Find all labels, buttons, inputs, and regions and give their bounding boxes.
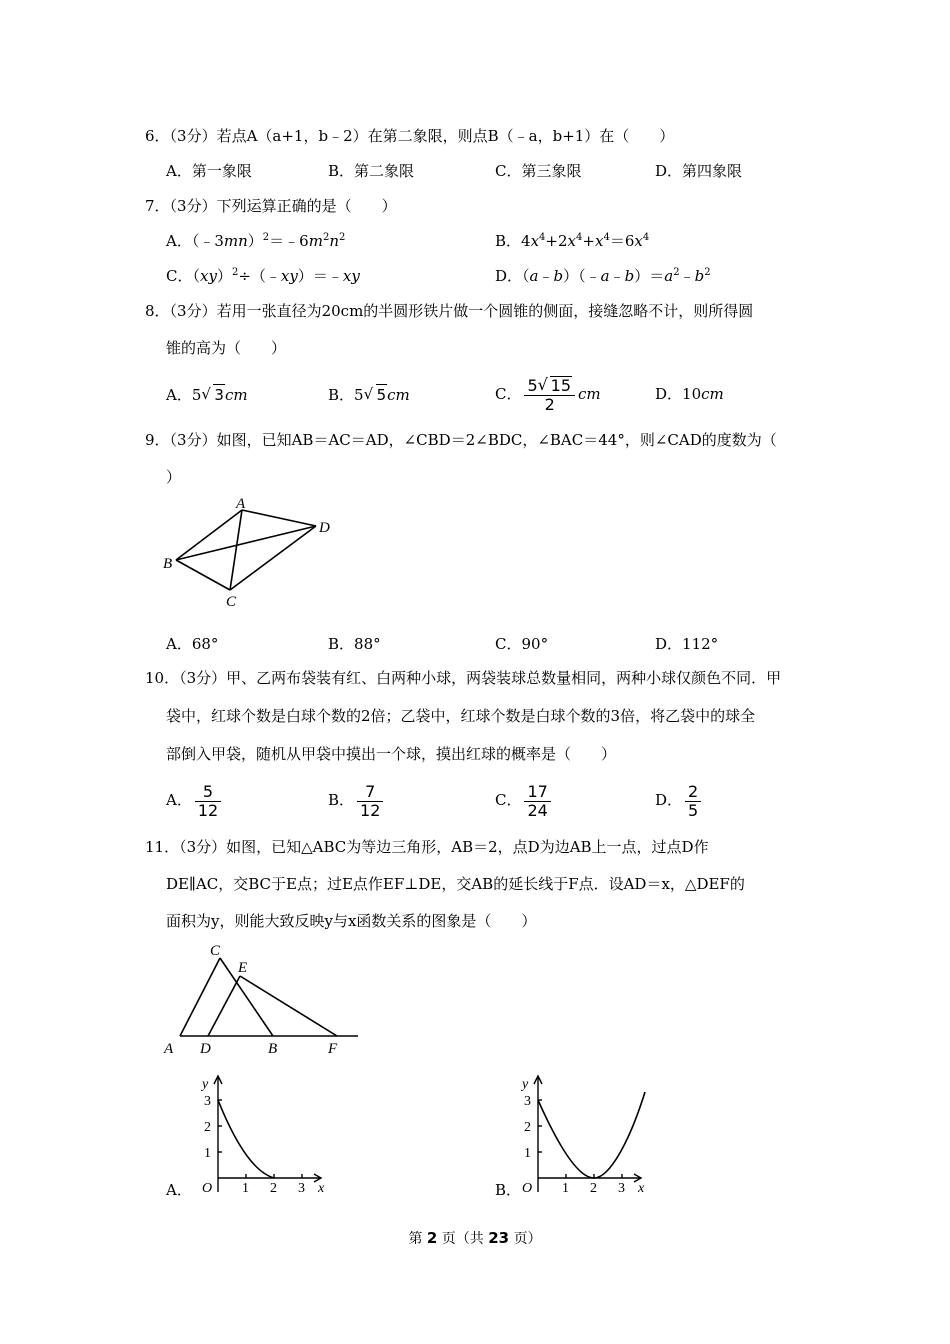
q11-label-d: D [200,1041,211,1057]
q7-option-d: D．$(a﹣b)(﹣a﹣b)=a^2﹣b^2$ [495,267,711,285]
q11-label-f: F [328,1041,338,1057]
q11-graph-a-tick: 2 [270,1181,277,1196]
q11-graph-a-tick: 1 [204,1146,211,1161]
q6-option-b: B．第二象限 [328,162,415,180]
q9-label-a: A [236,496,246,512]
q9-stem-line1: 9．（3分）如图，已知AB＝AC＝AD，∠CBD＝2∠BDC，∠BAC＝44°，则∠CAD的度数为（ [145,431,777,449]
q11-stem-line3: 面积为y，则能大致反映y与x函数关系的图象是（ ） [166,912,537,930]
q9-label-b: B [163,556,173,572]
q11-graph-a-y-label: y [202,1077,209,1092]
q9-label-c: C [226,594,237,610]
q11-graph-a-tick: 1 [242,1181,249,1196]
q11-graph-b-tick: 1 [524,1146,531,1161]
q11-graph-a [190,1070,340,1200]
page-number: 2 [426,1229,438,1247]
q9-quadrilateral-figure [158,490,348,610]
q11-graph-b-tick: 2 [590,1181,597,1196]
q11-graph-a-tick: 2 [204,1120,211,1135]
q11-graph-b-tick: 3 [524,1094,531,1109]
q6-option-a: A．第一象限 [166,162,252,180]
q11-graph-b-tick: 1 [562,1181,569,1196]
q7-stem: 7．（3分）下列运算正确的是（ ） [145,197,397,215]
q9-stem-line2: ） [166,468,182,486]
q11-stem-line2: DE∥AC，交BC于E点；过E点作EF⊥DE，交AB的延长线于F点．设AD＝x，△DEF的 [166,875,745,893]
q9-option-d: D．112° [655,635,719,653]
q11-graph-a-tick: 3 [204,1094,211,1109]
q9-option-a: A．68° [166,635,219,653]
q10-option-c: C． $\frac{17}{24}$ [495,778,554,822]
q11-graph-b-tick: 3 [618,1181,625,1196]
q11-graph-b-tick: 2 [524,1120,531,1135]
q10-option-d: D． $\frac{2}{5}$ [655,778,704,822]
q10-stem-line2: 袋中，红球个数是白球个数的2倍；乙袋中，红球个数是白球个数的3倍，将乙袋中的球全 [166,707,756,725]
q8-option-a: A．5 √ 3cm [166,385,248,404]
q9-option-c: C．90° [495,635,549,653]
q6-option-d: D．第四象限 [655,162,743,180]
q8-stem-line2: 锥的高为（ ） [166,339,287,357]
q11-label-c: C [210,943,221,959]
q7-option-a: A．$(﹣3mn)^2=﹣6m^2n^2$ [166,232,346,250]
q6-option-c: C．第三象限 [495,162,582,180]
q11-option-a-label: A． [166,1181,192,1199]
q11-triangle-figure [160,940,370,1060]
q11-graph-a-tick: 3 [298,1181,305,1196]
q11-option-b-label: B． [495,1181,522,1199]
q11-label-a: A [164,1041,174,1057]
q7-option-c: C．（xy）$^2$÷（﹣xy）＝﹣xy [166,267,360,285]
page-footer: 第 2 页（共 23 页） [408,1229,542,1247]
q11-graph-b-y-label: y [522,1077,529,1092]
q11-label-e: E [238,960,248,976]
q9-label-d: D [319,520,330,536]
q8-option-d: D．10cm [655,385,724,403]
q11-graph-b [510,1070,660,1200]
q11-graph-b-x-label: x [638,1181,645,1196]
q8-option-b: B．5 √ 5cm [328,385,410,404]
q11-label-b: B [268,1041,278,1057]
q6-stem: 6．（3分）若点A（a+1，b﹣2）在第二象限，则点B（﹣a，b+1）在（ ） [145,127,675,145]
total-pages: 23 [488,1229,510,1247]
q11-graph-b-origin: O [522,1181,533,1196]
q11-graph-a-x-label: x [318,1181,325,1196]
q9-option-b: B．88° [328,635,381,653]
q8-option-c: C． 5 √ 15 2 cm [495,375,601,414]
q11-graph-a-origin: O [202,1181,213,1196]
q10-option-b: B． $\frac{7}{12}$ [328,778,386,822]
q10-option-a: A． $\frac{5}{12}$ [166,778,224,822]
q10-stem-line3: 部倒入甲袋，随机从甲袋中摸出一个球，摸出红球的概率是（ ） [166,745,617,763]
q7-option-b: B．$4x^4+2x^4+x^4=6x^4$ [495,232,650,250]
q11-stem-line1: 11．（3分）如图，已知△ABC为等边三角形，AB＝2，点D为边AB上一点，过点D作 [145,838,709,856]
q10-stem-line1: 10．（3分）甲、乙两布袋装有红、白两种小球，两袋装球总数量相同，两种小球仅颜色不同．甲 [145,669,782,687]
q8-stem-line1: 8．（3分）若用一张直径为20cm的半圆形铁片做一个圆锥的侧面，接缝忽略不计，则所得圆 [145,302,754,320]
